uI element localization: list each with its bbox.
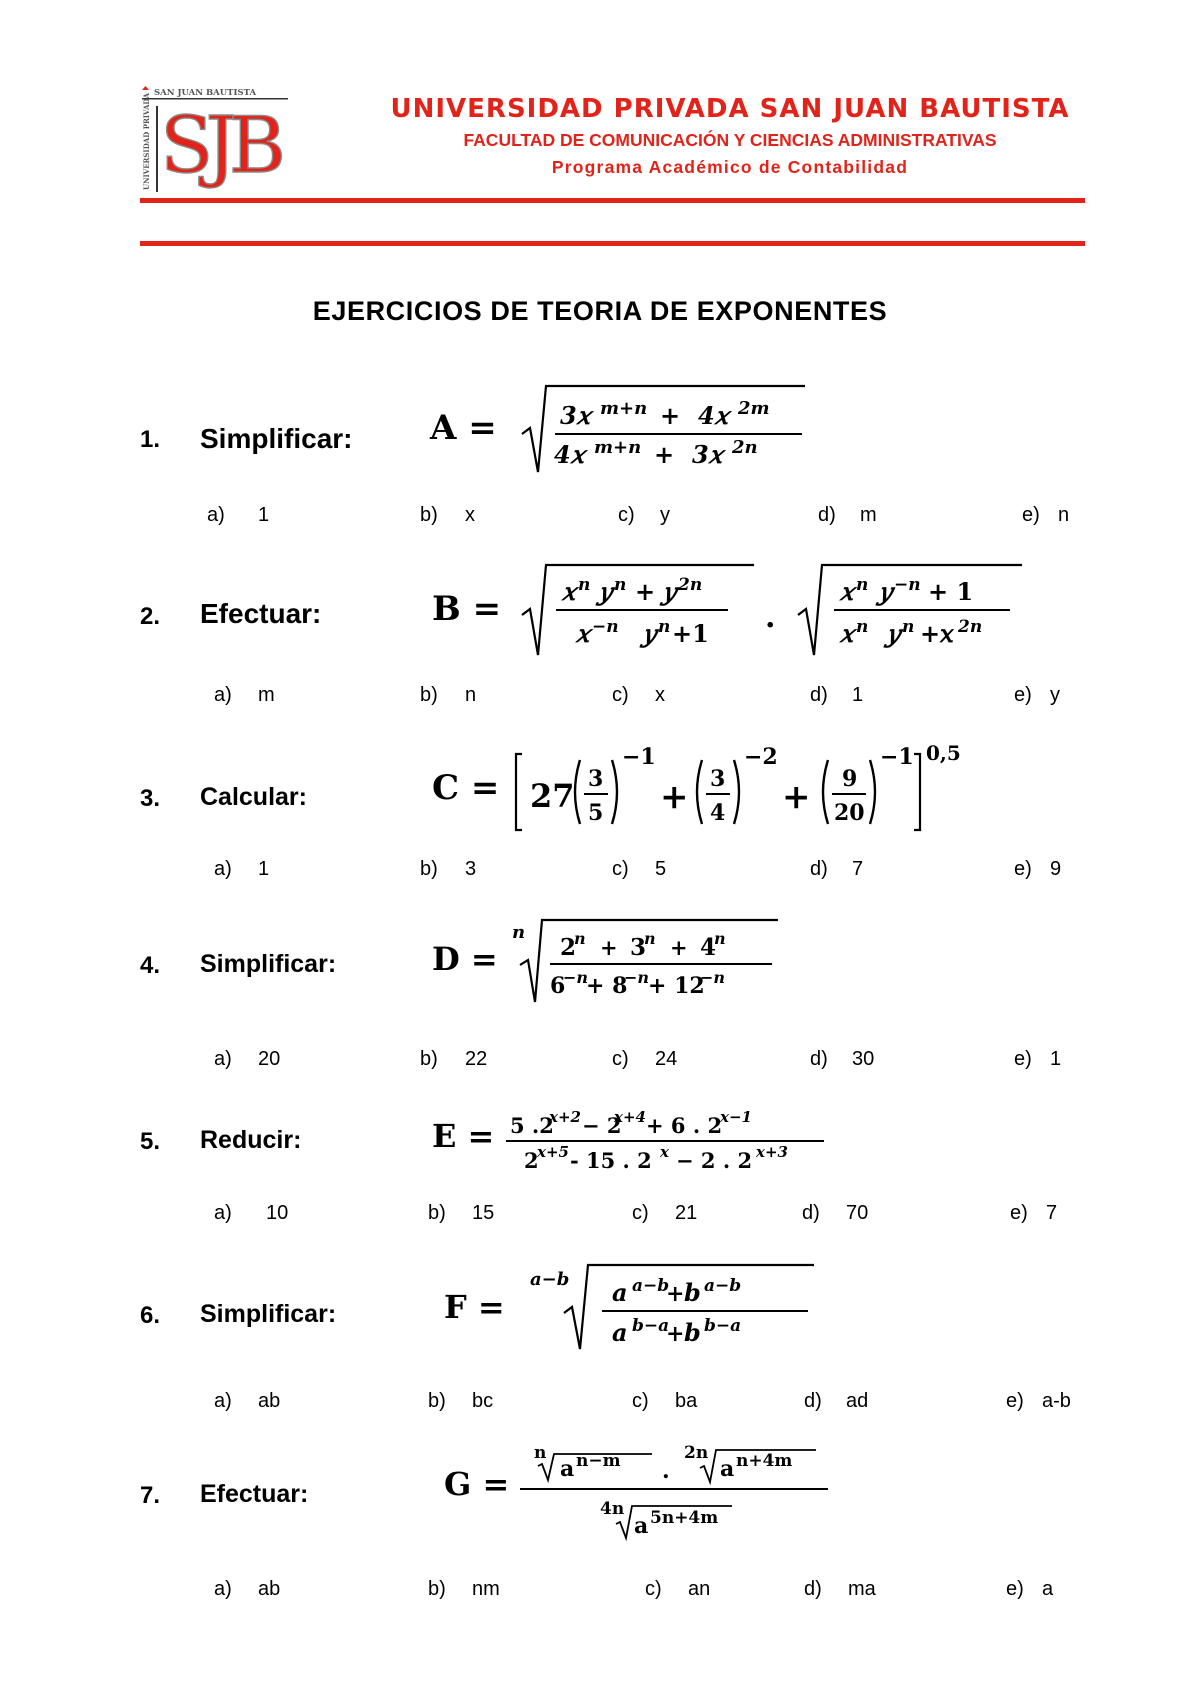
option-c-value: 24 (655, 1048, 678, 1070)
svg-text:n−m: n−m (576, 1451, 621, 1471)
page-title: EJERCICIOS DE TEORIA DE EXPONENTES (312, 296, 888, 326)
option-b-label[interactable]: b) (428, 1390, 446, 1412)
svg-text:−2: −2 (744, 744, 778, 770)
option-e-value: n (1058, 504, 1070, 526)
option-c-label[interactable]: c) (645, 1578, 662, 1600)
option-b-value: 3 (465, 858, 477, 880)
svg-text:2: 2 (560, 934, 577, 961)
svg-text:a: a (634, 1513, 649, 1539)
formula-b-dot: . (765, 600, 776, 635)
svg-text:a: a (560, 1456, 575, 1482)
svg-text:𝑦: 𝑦 (878, 577, 892, 606)
svg-text:n: n (856, 575, 869, 595)
question-7-verb: Efectuar: (200, 1480, 309, 1508)
option-c-label[interactable]: c) (612, 858, 629, 880)
option-a-value: m (258, 684, 275, 706)
question-3-options (0, 858, 1200, 888)
question-4-options (0, 1048, 1200, 1078)
option-c-value: y (660, 504, 670, 526)
question-2-number: 2. (140, 603, 161, 630)
svg-text:5 .2: 5 .2 (510, 1113, 554, 1138)
svg-text:- 15 . 2: - 15 . 2 (570, 1148, 652, 1173)
option-d-value: ma (848, 1578, 876, 1600)
svg-text:+: + (660, 401, 681, 430)
svg-text:a: a (720, 1456, 735, 1482)
svg-text:𝒂: 𝒂 (612, 1278, 628, 1307)
option-e-label[interactable]: e) (1006, 1390, 1024, 1412)
option-c-label[interactable]: c) (618, 504, 635, 526)
formula-a (420, 376, 840, 481)
question-5-verb: Reducir: (200, 1126, 302, 1154)
svg-text:a−b: a−b (704, 1276, 742, 1296)
option-a-label[interactable]: a) (214, 1578, 232, 1600)
option-b-label[interactable]: b) (428, 1578, 446, 1600)
option-c-label[interactable]: c) (632, 1202, 649, 1224)
formula-c (420, 740, 1080, 845)
option-e-label[interactable]: e) (1022, 504, 1040, 526)
option-d-value: 1 (852, 684, 864, 706)
sjb-logo-icon (140, 86, 290, 198)
svg-text:5n+4m: 5n+4m (650, 1508, 719, 1528)
option-a-value: ab (258, 1578, 281, 1600)
option-c-value: 21 (675, 1202, 698, 1224)
option-a-label[interactable]: a) (214, 1202, 232, 1224)
svg-text:n+4m: n+4m (736, 1451, 793, 1471)
question-7-options (0, 1578, 1200, 1608)
question-7-number: 7. (140, 1482, 161, 1509)
svg-text:9: 9 (842, 766, 858, 792)
option-a-label[interactable]: a) (207, 504, 225, 526)
svg-text:n: n (644, 929, 656, 948)
svg-text:n: n (534, 1443, 547, 1463)
option-a-value: 10 (266, 1202, 289, 1224)
svg-text:20: 20 (834, 800, 865, 826)
question-6-verb: Simplificar: (200, 1300, 337, 1328)
option-d-label[interactable]: d) (818, 504, 836, 526)
formula-d-lhs: D = (432, 940, 498, 978)
svg-text:− 2: − 2 (582, 1113, 622, 1138)
svg-text:n: n (658, 617, 671, 637)
svg-text:−n: −n (700, 968, 726, 987)
question-2-options (0, 684, 1200, 714)
svg-text:5: 5 (588, 800, 604, 826)
svg-text:a−b: a−b (632, 1276, 670, 1296)
svg-text:− 2 . 2: − 2 . 2 (676, 1148, 753, 1173)
svg-text:−n: −n (592, 617, 619, 637)
svg-text:+ 1: + 1 (928, 577, 974, 606)
svg-text:+: + (670, 935, 688, 960)
option-e-value: a-b (1042, 1390, 1071, 1412)
option-e-label[interactable]: e) (1010, 1202, 1028, 1224)
svg-text:b−a: b−a (704, 1316, 742, 1336)
svg-text:+: + (635, 577, 656, 606)
option-d-value: ad (846, 1390, 869, 1412)
logo-top-text: SAN JUAN BAUTISTA (154, 88, 257, 98)
svg-text:m+n: m+n (600, 398, 648, 419)
svg-text:x+4: x+4 (614, 1108, 646, 1126)
option-a-value: ab (258, 1390, 281, 1412)
faculty-name: FACULTAD DE COMUNICACIÓN Y CIENCIAS ADMINISTRATIVAS (463, 130, 997, 150)
svg-text:2n: 2n (958, 617, 983, 637)
question-6-number: 6. (140, 1302, 161, 1329)
svg-text:𝒂: 𝒂 (612, 1318, 628, 1347)
option-a-label[interactable]: a) (214, 1390, 232, 1412)
question-4-number: 4. (140, 952, 161, 979)
formula-d-index: n (512, 922, 526, 943)
svg-text:2: 2 (524, 1148, 539, 1173)
option-a-label[interactable]: a) (214, 858, 232, 880)
svg-text:𝑥: 𝑥 (562, 577, 576, 606)
svg-text:𝑦: 𝑦 (886, 619, 900, 648)
svg-text:+ 6 . 2: + 6 . 2 (646, 1113, 723, 1138)
svg-text:+: + (782, 777, 811, 817)
option-a-value: 1 (258, 858, 270, 880)
option-b-label[interactable]: b) (420, 504, 438, 526)
logo-letters: SJB (160, 101, 279, 191)
svg-text:𝑦: 𝑦 (642, 619, 656, 648)
question-2-verb: Efectuar: (200, 598, 322, 629)
header-rule-bottom (140, 241, 1085, 246)
svg-text:2n: 2n (678, 575, 703, 595)
option-d-value: 30 (852, 1048, 875, 1070)
option-b-value: x (465, 504, 475, 526)
option-c-label[interactable]: c) (612, 684, 629, 706)
svg-text:.: . (662, 1458, 670, 1484)
option-e-value: 9 (1050, 858, 1062, 880)
svg-text:2m: 2m (738, 398, 770, 419)
option-e-label[interactable]: e) (1014, 684, 1032, 706)
formula-f (420, 1255, 840, 1360)
header-rule-top (140, 198, 1085, 203)
formula-g (420, 1432, 840, 1547)
option-d-label[interactable]: d) (804, 1578, 822, 1600)
question-1-number: 1. (140, 426, 161, 453)
formula-b (420, 555, 1040, 670)
svg-text:−n: −n (894, 575, 921, 595)
svg-text:+: + (660, 777, 689, 817)
svg-text:−1: −1 (622, 744, 656, 770)
svg-text:𝑥: 𝑥 (840, 577, 854, 606)
svg-text:3: 3 (630, 934, 647, 961)
svg-text:3𝑥: 3𝑥 (692, 440, 723, 469)
svg-text:x: x (660, 1143, 669, 1161)
option-b-value: bc (472, 1390, 494, 1412)
option-b-label[interactable]: b) (420, 1048, 438, 1070)
option-b-value: 22 (465, 1048, 488, 1070)
option-d-label[interactable]: d) (802, 1202, 820, 1224)
svg-text:n: n (856, 617, 869, 637)
svg-text:+1: +1 (672, 619, 709, 648)
option-b-value: nm (472, 1578, 500, 1600)
svg-text:+𝑥: +𝑥 (920, 619, 954, 648)
option-c-value: an (688, 1578, 711, 1600)
university-logo (140, 86, 290, 198)
svg-text:𝒃: 𝒃 (684, 1318, 701, 1347)
svg-text:−n: −n (563, 968, 589, 987)
svg-text:4𝑥: 4𝑥 (554, 440, 585, 469)
formula-g-lhs: G = (444, 1465, 510, 1503)
svg-text:+: + (600, 935, 618, 960)
question-1-options (0, 504, 1200, 534)
question-1-verb: Simplificar: (200, 423, 353, 454)
svg-text:+ 12: + 12 (648, 973, 705, 999)
svg-text:4: 4 (700, 934, 717, 961)
option-d-value: 70 (846, 1202, 869, 1224)
option-b-label[interactable]: b) (420, 858, 438, 880)
formula-e-lhs: E = (432, 1117, 495, 1155)
svg-text:m+n: m+n (594, 437, 642, 458)
question-3-verb: Calcular: (200, 783, 307, 811)
svg-text:−1: −1 (880, 744, 914, 770)
formula-e (420, 1095, 840, 1190)
svg-text:3: 3 (588, 766, 604, 792)
option-d-label[interactable]: d) (810, 684, 828, 706)
svg-text:x+2: x+2 (549, 1108, 581, 1126)
option-e-value: y (1050, 684, 1060, 706)
formula-b-lhs: B = (432, 589, 502, 629)
svg-text:+: + (666, 1321, 685, 1347)
svg-text:x−1: x−1 (720, 1108, 752, 1126)
svg-text:𝒃: 𝒃 (684, 1278, 701, 1307)
svg-text:n: n (902, 617, 915, 637)
option-d-label[interactable]: d) (810, 858, 828, 880)
question-3-number: 3. (140, 785, 161, 812)
svg-text:x+3: x+3 (756, 1143, 788, 1161)
option-d-label[interactable]: d) (804, 1390, 822, 1412)
option-c-value: 5 (655, 858, 667, 880)
svg-text:n: n (714, 929, 726, 948)
option-b-label[interactable]: b) (420, 684, 438, 706)
option-e-label[interactable]: e) (1014, 1048, 1032, 1070)
option-a-label[interactable]: a) (214, 1048, 232, 1070)
question-5-options (0, 1202, 1200, 1232)
logo-side-text: UNIVERSIDAD PRIVADA (142, 93, 151, 190)
svg-text:4n: 4n (600, 1499, 625, 1519)
svg-text:𝑦: 𝑦 (662, 577, 676, 606)
university-name: UNIVERSIDAD PRIVADA SAN JUAN BAUTISTA (390, 94, 1070, 124)
svg-text:−n: −n (624, 968, 650, 987)
option-c-value: ba (675, 1390, 698, 1412)
formula-c-outer-exponent: 0,5 (926, 741, 961, 765)
svg-text:𝑦: 𝑦 (598, 577, 612, 606)
option-a-label[interactable]: a) (214, 684, 232, 706)
option-c-label[interactable]: c) (612, 1048, 629, 1070)
svg-text:𝑥: 𝑥 (576, 619, 590, 648)
question-5-number: 5. (140, 1128, 161, 1155)
svg-text:n: n (578, 575, 591, 595)
svg-text:6: 6 (550, 973, 566, 999)
formula-a-lhs: A = (430, 408, 497, 448)
option-a-value: 20 (258, 1048, 281, 1070)
option-c-value: x (655, 684, 665, 706)
svg-text:+: + (666, 1281, 685, 1307)
question-4-verb: Simplificar: (200, 950, 337, 978)
program-name: Programa Académico de Contabilidad (551, 157, 909, 177)
svg-text:4: 4 (710, 800, 726, 826)
option-b-label[interactable]: b) (428, 1202, 446, 1224)
formula-f-index: a−b (530, 1269, 570, 1290)
formula-d (420, 910, 820, 1015)
svg-text:+ 8: + 8 (586, 973, 628, 999)
svg-text:27: 27 (530, 777, 575, 815)
formula-f-lhs: F = (444, 1288, 505, 1326)
option-d-value: 7 (852, 858, 864, 880)
question-6-options (0, 1390, 1200, 1420)
option-a-value: 1 (258, 504, 270, 526)
option-d-value: m (860, 504, 877, 526)
option-b-value: n (465, 684, 477, 706)
option-d-label[interactable]: d) (810, 1048, 828, 1070)
svg-text:n: n (614, 575, 627, 595)
svg-text:2n: 2n (684, 1443, 709, 1463)
svg-text:x+5: x+5 (537, 1143, 569, 1161)
option-e-value: a (1042, 1578, 1054, 1600)
svg-text:𝑥: 𝑥 (840, 619, 854, 648)
svg-text:2n: 2n (732, 437, 758, 458)
svg-text:+: + (654, 440, 675, 469)
svg-text:4𝑥: 4𝑥 (698, 401, 729, 430)
option-e-value: 7 (1046, 1202, 1058, 1224)
svg-text:3𝑥: 3𝑥 (560, 401, 591, 430)
option-e-label[interactable]: e) (1006, 1578, 1024, 1600)
option-e-value: 1 (1050, 1048, 1062, 1070)
option-c-label[interactable]: c) (632, 1390, 649, 1412)
svg-text:b−a: b−a (632, 1316, 670, 1336)
option-b-value: 15 (472, 1202, 495, 1224)
option-e-label[interactable]: e) (1014, 858, 1032, 880)
formula-c-lhs: C = (432, 768, 500, 808)
svg-text:3: 3 (710, 766, 726, 792)
svg-text:n: n (574, 929, 586, 948)
